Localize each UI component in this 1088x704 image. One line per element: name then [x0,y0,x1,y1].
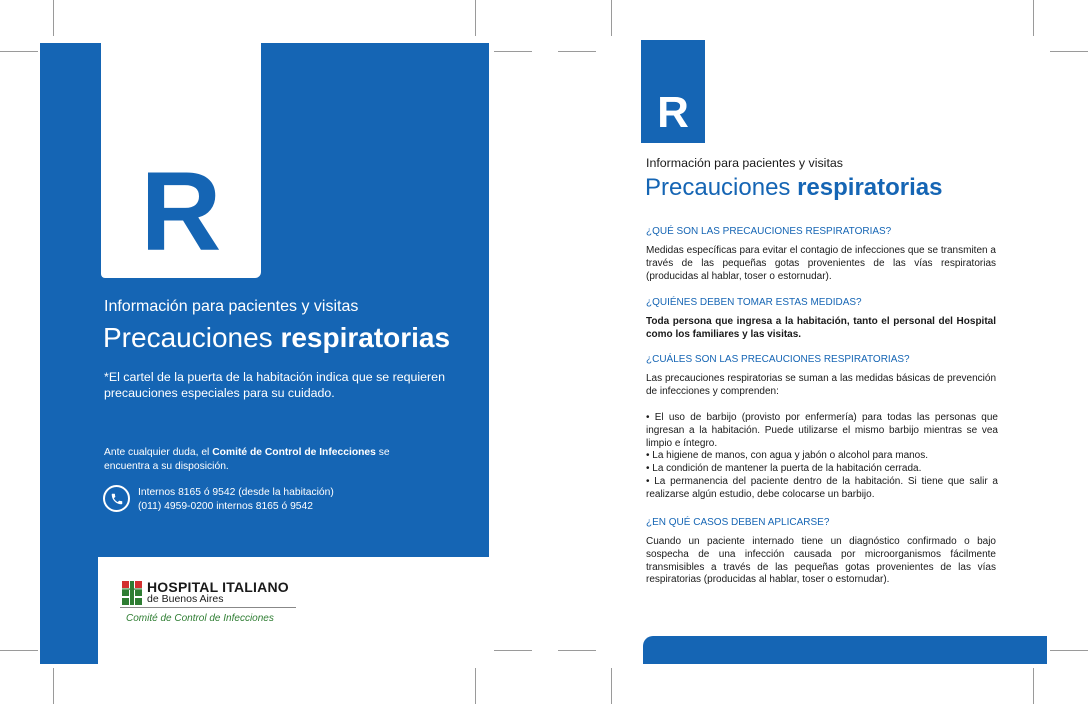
contact-text [104,446,434,473]
title-bold: respiratorias [797,174,943,201]
r-badge-large [101,40,261,278]
phone-line: (011) 4959-0200 internos 8165 ó 9542 [138,500,313,512]
right-page-footer-band [643,636,1047,664]
crop-mark [611,0,612,36]
r-badge-small [641,40,705,143]
phone-numbers [138,486,334,513]
contact-text-line2: encuentra a su disposición. [104,460,229,472]
hospital-subtitle: de Buenos Aires [147,593,224,605]
page-title [103,322,450,354]
crop-mark [1033,668,1034,704]
question-heading: ¿QUIÉNES DEBEN TOMAR ESTAS MEDIDAS? [646,297,862,308]
answer-text: Toda persona que ingresa a la habitación, tanto el personal del Hospital como los familiares y las visitas. [646,316,996,340]
contact-committee: Comité de Control de Infecciones [212,447,376,458]
crop-mark [1050,650,1088,651]
crop-mark [0,51,38,52]
door-sign-note [104,369,454,401]
crop-mark [475,0,476,36]
question-heading: ¿EN QUÉ CASOS DEBEN APLICARSE? [646,517,830,528]
list-item: • La permanencia del paciente dentro de la habitación. Si tiene que salir a realizarse algún estudio, debe colocarse un barbijo. [646,475,998,500]
info-label: Información para pacientes y visitas [646,156,843,170]
badge-letter: R [657,88,689,137]
crop-mark [475,668,476,704]
page-title [645,174,943,202]
contact-text-post: se [378,447,390,458]
crop-mark [1033,0,1034,36]
hospital-cross-icon [122,581,142,605]
crop-mark [53,668,54,704]
crop-mark [1050,51,1088,52]
committee-tagline: Comité de Control de Infecciones [126,613,274,624]
title-bold: respiratorias [280,322,451,353]
answer-text: Medidas específicas para evitar el contagio de infecciones que se transmiten a través de las pequeñas gotas provenientes de las vías respiratorias (producidas al hablar, toser o estornudar). [646,245,996,282]
title-regular: Precauciones [103,322,273,353]
contact-text-pre: Ante cualquier duda, el [104,447,210,458]
crop-mark [494,51,532,52]
list-item: • La condición de mantener la puerta de la habitación cerrada. [646,463,922,475]
left-page-footer-band [40,557,98,664]
logo-divider [120,607,296,608]
phone-line: Internos 8165 ó 9542 (desde la habitación) [138,487,334,498]
crop-mark [558,51,596,52]
title-regular: Precauciones [645,174,791,201]
info-label: Información para pacientes y visitas [104,298,359,315]
crop-mark [53,0,54,36]
crop-mark [558,650,596,651]
list-item: • La higiene de manos, con agua y jabón o alcohol para manos. [646,450,929,462]
crop-mark [611,668,612,704]
answer-text: Las precauciones respiratorias se suman a las medidas básicas de prevención de infecciones y comprenden: [646,373,996,397]
hospital-name: HOSPITAL ITALIANO [147,579,289,595]
logo-card [98,557,489,664]
badge-letter: R [140,149,222,274]
note-line: *El cartel de la puerta de la habitación indica que se requieren [104,370,445,384]
bullet-list [646,412,998,502]
note-line: precauciones especiales para su cuidado. [104,386,335,400]
question-heading: ¿QUÉ SON LAS PRECAUCIONES RESPIRATORIAS? [646,226,892,237]
phone-icon [103,485,130,512]
crop-mark [0,650,38,651]
list-item: • El uso de barbijo (provisto por enfermería) para todas las personas que ingresan a la habitación. Puede utilizarse el mismo barbijo mientras se vea limpio e íntegro. [646,412,998,449]
answer-text: Cuando un paciente internado tiene un diagnóstico confirmado o bajo sospecha de una infección causada por microorganismos fácilmente transmisibles a través de las pequeñas gotas provenientes de las vías respiratorias (producidas al hablar, toser o estornudar). [646,536,996,586]
crop-mark [494,650,532,651]
question-heading: ¿CUÁLES SON LAS PRECAUCIONES RESPIRATORIAS? [646,354,910,365]
